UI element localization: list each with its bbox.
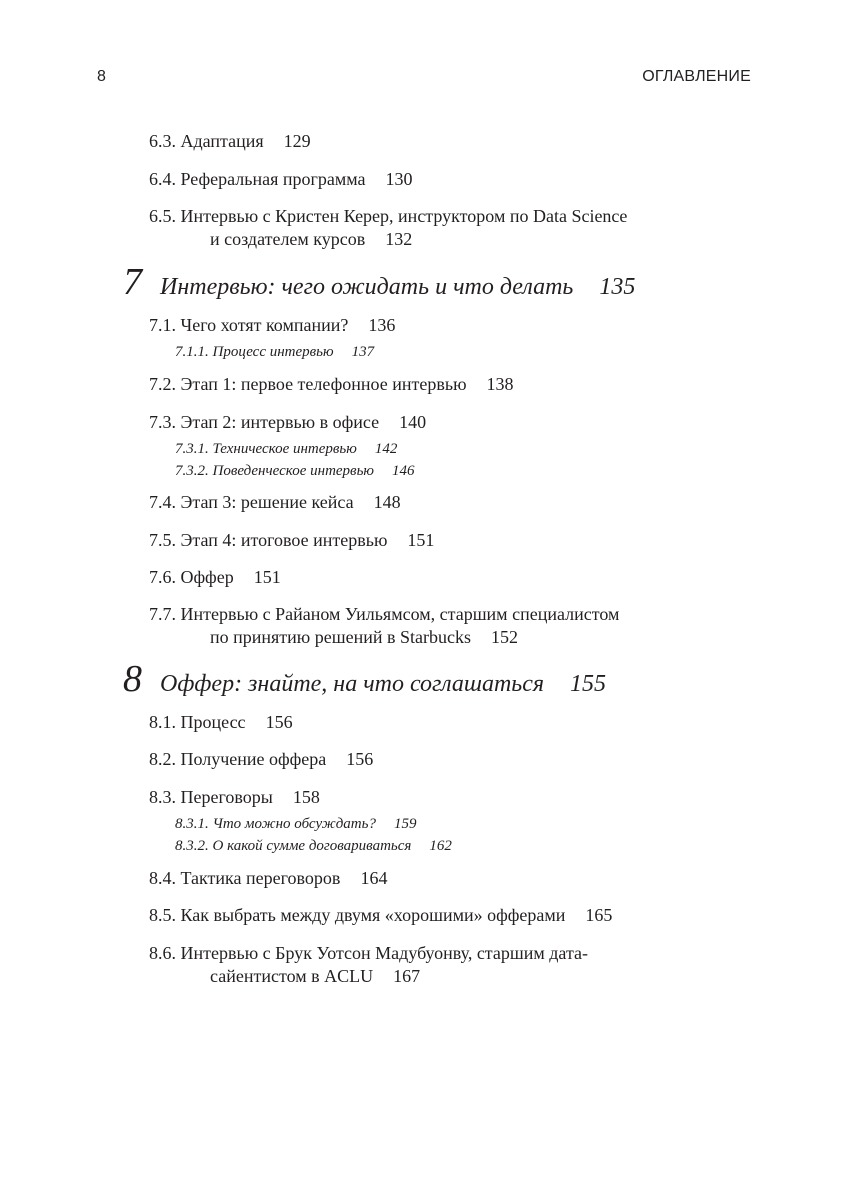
toc-subentry-7-1-1[interactable]: 7.1.1. Процесс интервью 137 xyxy=(175,344,375,360)
toc-subentry-7-3-2[interactable]: 7.3.2. Поведенческое интервью 146 xyxy=(175,463,415,479)
page-number: 8 xyxy=(97,68,106,85)
page-ref: 136 xyxy=(368,315,396,335)
page-ref: 138 xyxy=(486,374,514,394)
page-ref: 129 xyxy=(283,131,311,151)
toc-entry-7-3[interactable]: 7.3. Этап 2: интервью в офисе 140 xyxy=(149,412,427,432)
page-ref: 162 xyxy=(429,838,452,854)
toc-entry-6-5[interactable]: 6.5. Интервью с Кристен Керер, инструктором по Data Science и создателем курсов 132 xyxy=(149,206,628,249)
page-ref: 156 xyxy=(265,712,293,732)
page-ref: 158 xyxy=(292,787,320,807)
toc-entry-6-4[interactable]: 6.4. Реферальная программа 130 xyxy=(149,169,413,189)
toc-entry-8-2[interactable]: 8.2. Получение оффера 156 xyxy=(149,749,374,769)
toc-entry-8-4[interactable]: 8.4. Тактика переговоров 164 xyxy=(149,868,388,888)
toc-entry-8-5[interactable]: 8.5. Как выбрать между двумя «хорошими» офферами 165 xyxy=(149,905,613,925)
toc-entry-7-7[interactable]: 7.7. Интервью с Райаном Уильямсом, старшим специалистом по принятию решений в Starbucks 152 xyxy=(149,604,620,647)
page-ref: 137 xyxy=(351,344,375,360)
page-ref: 140 xyxy=(399,412,427,432)
page-ref: 167 xyxy=(393,966,421,986)
page-ref: 142 xyxy=(374,441,398,457)
toc-subentry-8-3-2[interactable]: 8.3.2. О какой сумме договариваться 162 xyxy=(175,838,452,854)
chapter-title: Оффер: знайте, на что соглашаться xyxy=(160,671,545,697)
chapter-7-heading[interactable] xyxy=(123,260,635,304)
toc-subentry-7-3-1[interactable]: 7.3.1. Техническое интервью 142 xyxy=(175,441,398,457)
toc-entry-6-3[interactable]: 6.3. Адаптация 129 xyxy=(149,131,311,151)
toc-entry-7-6[interactable]: 7.6. Оффер 151 xyxy=(149,567,281,587)
page-ref: 165 xyxy=(585,905,613,925)
toc-entry-7-2[interactable]: 7.2. Этап 1: первое телефонное интервью 138 xyxy=(149,374,514,394)
chapter-number: 7 xyxy=(123,261,142,303)
toc-entry-8-1[interactable]: 8.1. Процесс 156 xyxy=(149,712,293,732)
page-ref: 132 xyxy=(385,229,413,249)
page-ref: 146 xyxy=(391,463,415,479)
chapter-number: 8 xyxy=(123,658,142,700)
toc-entry-8-6[interactable]: 8.6. Интервью с Брук Уотсон Мадубуонву, старшим дата- сайентистом в ACLU 167 xyxy=(149,943,589,986)
page-ref: 148 xyxy=(373,492,401,512)
toc-subentry-8-3-1[interactable]: 8.3.1. Что можно обсуждать? 159 xyxy=(175,816,417,832)
toc-entry-7-1[interactable]: 7.1. Чего хотят компании? 136 xyxy=(149,315,396,335)
page-ref: 135 xyxy=(599,274,636,300)
toc-entry-7-5[interactable]: 7.5. Этап 4: итоговое интервью 151 xyxy=(149,530,435,550)
toc-entry-7-4[interactable]: 7.4. Этап 3: решение кейса 148 xyxy=(149,492,401,512)
page-ref: 151 xyxy=(407,530,435,550)
page-ref: 159 xyxy=(393,816,417,832)
chapter-8-heading[interactable] xyxy=(123,657,606,701)
page-ref: 155 xyxy=(570,671,607,697)
page-ref: 130 xyxy=(385,169,413,189)
page-ref: 156 xyxy=(346,749,374,769)
chapter-title: Интервью: чего ожидать и что делать xyxy=(160,274,574,300)
page-ref: 164 xyxy=(360,868,388,888)
page-ref: 151 xyxy=(253,567,281,587)
toc-entry-8-3[interactable]: 8.3. Переговоры 158 xyxy=(149,787,320,807)
page-ref: 152 xyxy=(490,627,518,647)
running-title: ОГЛАВЛЕНИЕ xyxy=(642,68,751,85)
